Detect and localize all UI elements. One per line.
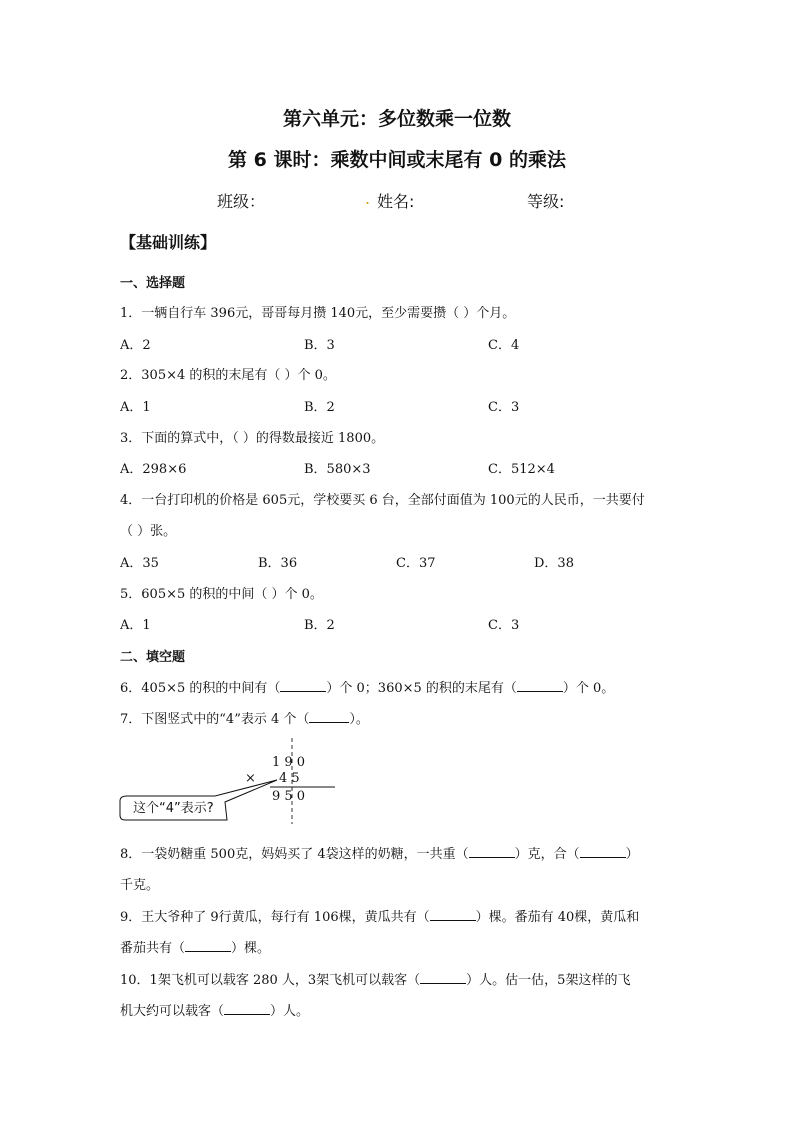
answer-blank[interactable] (420, 971, 466, 984)
question-7: 7．下图竖式中的“4”表示 4 个（ ）。 (120, 712, 369, 727)
question-4-line1: 4．一台打印机的价格是 605元，学校要买 6 台，全部付面值为 100元的人民币，一共要付 (120, 493, 645, 508)
name-label: 姓名: (377, 192, 415, 211)
lesson-title: 第 6 课时：乘数中间或末尾有 0 的乘法 (228, 149, 566, 171)
fill-heading: 二、填空题 (120, 650, 186, 665)
answer-blank[interactable] (224, 1002, 270, 1015)
answer-blank[interactable] (580, 845, 626, 858)
multiplicand: 1 9 0 (272, 755, 306, 770)
q5-option-c: C．3 (488, 618, 520, 633)
answer-blank[interactable] (517, 679, 563, 692)
question-9-line2: 番茄共有（ ）棵。 (120, 941, 271, 956)
q4-option-b: B．36 (258, 556, 298, 571)
q4-option-d: D．38 (534, 556, 574, 571)
question-10-line2: 机大约可以载客（ ）人。 (120, 1004, 310, 1019)
product: 9 5 0 (272, 789, 306, 804)
q5-option-b: B．2 (304, 618, 335, 633)
q3-option-a: A．298×6 (120, 462, 187, 477)
q2-option-c: C．3 (488, 400, 520, 415)
answer-blank[interactable] (280, 679, 326, 692)
question-8-line1: 8．一袋奶糖重 500克，妈妈买了 4袋这样的奶糖，一共重（ ）克，合（ ） (120, 847, 639, 862)
q1-option-a: A．2 (120, 338, 151, 353)
callout-text: 这个“4”表示? (133, 801, 214, 816)
unit-title: 第六单元：多位数乘一位数 (282, 108, 511, 130)
q3-option-b: B．580×3 (304, 462, 371, 477)
grade-label: 等级: (527, 192, 565, 211)
question-2: 2．305×4 的积的末尾有（ ）个 0。 (120, 368, 336, 383)
question-8-line2: 千克。 (120, 878, 160, 893)
q2-option-a: A．1 (120, 400, 151, 415)
question-10-line1: 10．1架飞机可以载客 280 人，3架飞机可以载客（ ）人。估一估，5架这样的飞 (120, 973, 631, 988)
separator-dot: . (365, 189, 371, 208)
question-6: 6．405×5 的积的中间有（ ）个 0；360×5 的积的末尾有（ ）个 0。 (120, 681, 615, 696)
choice-heading: 一、选择题 (120, 276, 186, 291)
section-basic-training: 【基础训练】 (120, 233, 217, 252)
answer-blank[interactable] (185, 939, 231, 952)
student-info-row (0, 189, 794, 213)
q4-option-c: C．37 (396, 556, 436, 571)
q1-option-b: B．3 (304, 338, 335, 353)
q3-option-c: C．512×4 (488, 462, 555, 477)
class-label: 班级： (217, 192, 266, 211)
question-4-line2: （ ）张。 (120, 524, 177, 539)
q2-option-b: B．2 (304, 400, 335, 415)
question-1: 1．一辆自行车 396元，哥哥每月攒 140元，至少需要攒（ ）个月。 (120, 306, 516, 321)
answer-blank[interactable] (309, 710, 349, 723)
q4-option-a: A．35 (120, 556, 159, 571)
multiplier: 4 5 (279, 771, 300, 786)
answer-blank[interactable] (430, 908, 476, 921)
q5-option-a: A．1 (120, 618, 151, 633)
times-sign: × (245, 771, 256, 786)
question-3: 3．下面的算式中，（ ）的得数最接近 1800。 (120, 431, 385, 446)
question-9-line1: 9．王大爷种了 9行黄瓜，每行有 106棵，黄瓜共有（ ）棵。番茄有 40棵，黄瓜和 (120, 910, 640, 925)
question-5: 5．605×5 的积的中间（ ）个 0。 (120, 587, 323, 602)
q1-option-c: C．4 (488, 338, 520, 353)
answer-blank[interactable] (469, 845, 515, 858)
